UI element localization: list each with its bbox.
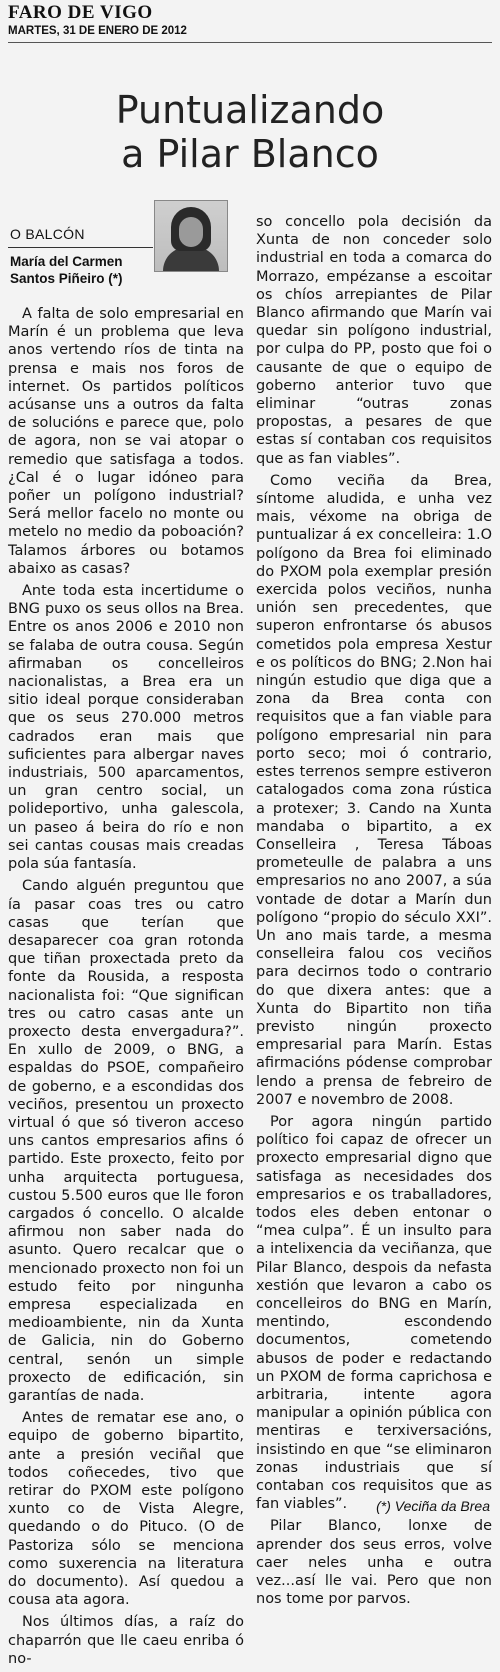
publication-date: MARTES, 31 DE ENERO DE 2012	[8, 25, 187, 37]
headline-line-2: a Pilar Blanco	[121, 132, 379, 176]
paragraph: Nos últimos días, a raíz do chaparrón que lle caeu enriba ó no-	[8, 1614, 244, 1667]
paragraph: Antes de rematar ese ano, o equipo de goberno bipartito, ante a presión veciñal que todos coñecedes, tivo que retirar do PXOM este polígono xunto co de Vista Alegre, quedando o do Pituco. (O de Pastoriza sólo se menciona como suxerencia na literatura do documento). Así quedou a cousa ata agora.	[8, 1410, 244, 1609]
paragraph: Ante toda esta incertidume o BNG puxo os seus ollos na Brea. Entre os anos 2006 e 2010 non se falaba de outra cousa. Según afirmaban os concelleiros nacionalistas, a Brea era un sitio ideal porque consideraban que os seus 270.000 metros cadrados eran mais que suficientes para albergar naves industriais, 500 aparcamentos, un gran centro social, un polideportivo, unha galescola, un paseo á beira do río e non sei cantas cousas mais creadas pola súa fantasía.	[8, 583, 244, 873]
paragraph: Por agora ningún partido político foi capaz de ofrecer un proxecto empresarial digno que satisfaga as necesidades dos empresarios e os traballadores, todos eles deben entonar o “mea culpa”. É un insulto para a intelixencia da veciñanza, que Pilar Blanco, despois da nefasta xestión que levaron a cabo os concelleiros do BNG en Marín, mentindo, escondendo documentos, cometendo abusos de poder e redactando un PXOM de forma caprichosa e arbitraria, intente agora manipular a opinión pública con mentiras e terxiversacións, insistindo en que “se eliminaron zonas industriais que sí contaban cos requisitos que as fan viables”.	[256, 1113, 492, 1513]
article-headline	[0, 88, 500, 176]
author-signature: (*) Veciña da Brea	[376, 1498, 490, 1514]
author-name-line-2: Santos Piñeiro (*)	[10, 271, 123, 286]
author-name-line-1: María del Carmen	[10, 254, 123, 269]
newspaper-name: FARO DE VIGO	[8, 2, 153, 23]
paragraph: Cando alguén preguntou que ía pasar coas tres ou catro casas que terían que desaparecer coa gran rotonda que tiñan proxectada preto da fonte da Rousida, a resposta nacionalista foi: “Que significan tres ou catro casas ante un proxecto desta envergadura?”. En xullo de 2009, o BNG, a espaldas do PSOE, compañeiro de goberno, e a escondidas dos veciños, presentou un proxecto virtual ó que só tiveron acceso uns cantos empresarios afins ó partido. Este proxecto, feito por unha arquitecta portuguesa, custou 5.500 euros que lle foron cargados ó concello. O alcalde afirmou non saber nada do asunto. Quero recalcar que o mencionado proxecto non foi un estudo feito por ningunha empresa especializada en medioambiente, nin da Xunta de Galicia, nin do Goberno central, senón un simple proxecto de edificación, sin garantías de nada.	[8, 878, 244, 1404]
author-photo-face	[179, 217, 203, 247]
author-photo	[154, 200, 228, 272]
article-column-right	[256, 213, 492, 1612]
section-label: O BALCÓN	[10, 226, 85, 242]
byline	[8, 200, 248, 290]
paragraph: A falta de solo empresarial en Marín é un problema que leva anos vertendo ríos de tinta na prensa e mais nos foros de internet. Os partidos políticos acúsanse uns a outros da falta de solucións e parece que, polo de agora, non se vai atopar o remedio que satisfaga a todos. ¿Cal é o lugar idóneo para poñer un polígono industrial? Será mellor facelo no monte ou metelo no medio da poboación? Talamos árbores ou botamos abaixo as casas?	[8, 306, 244, 577]
paragraph: Pilar Blanco, lonxe de aprender dos seus erros, volve caer neles unha e outra vez...así lle vai. Pero que non nos tome por parvos.	[256, 1518, 492, 1608]
headline-line-1: Puntualizando	[115, 88, 385, 132]
paragraph: Como veciña da Brea, síntome aludida, e unha vez mais, véxome na obriga de puntualizar á ex concelleira: 1.O polígono da Brea foi eliminado do PXOM pola exemplar presión exercida polos veciños, nunha unión sen precedentes, que superon enfrontarse ós abusos cometidos pola empresa Xestur e os políticos do BNG; 2.Non hai ningún estudio que diga que a zona da Brea conta con requisitos que a fan viable para polígono empresarial nin para porto seco; moi ó contrario, estes terrenos sempre estiveron catalogados coma zona rústica a protexer; 3. Cando na Xunta mandaba o bipartito, a ex Conselleira , Teresa Táboas prometeulle de palabra a uns empresarios no ano 2007, a súa vontade de dotar a Marín dun polígono “propio do século XXI”. Un ano mais tarde, a mesma conselleira falou cos veciños para decirnos todo o contrario do que dixera antes: que a Xunta do Bipartito non tiña previsto ningún proxecto empresarial para Marín. Estas afirmacións pódense comprobar lendo a prensa de febreiro de 2007 e novembro de 2008.	[256, 472, 492, 1108]
article-column-left	[8, 305, 244, 1672]
section-rule	[8, 247, 153, 248]
masthead	[8, 2, 492, 43]
paragraph: so concello pola decisión da Xunta de non conceder solo industrial en toda a comarca do Morrazo, empézanse a escoitar os chíos arrepiantes de Pilar Blanco afirmando que Marín vai quedar sin polígono industrial, por culpa do PP, posto que foi o causante de que o equipo de goberno anterior tuvo que eliminar “outras zonas propostas, a pesares de que estas sí contaban cos requisitos que as fan viables”.	[256, 214, 492, 467]
